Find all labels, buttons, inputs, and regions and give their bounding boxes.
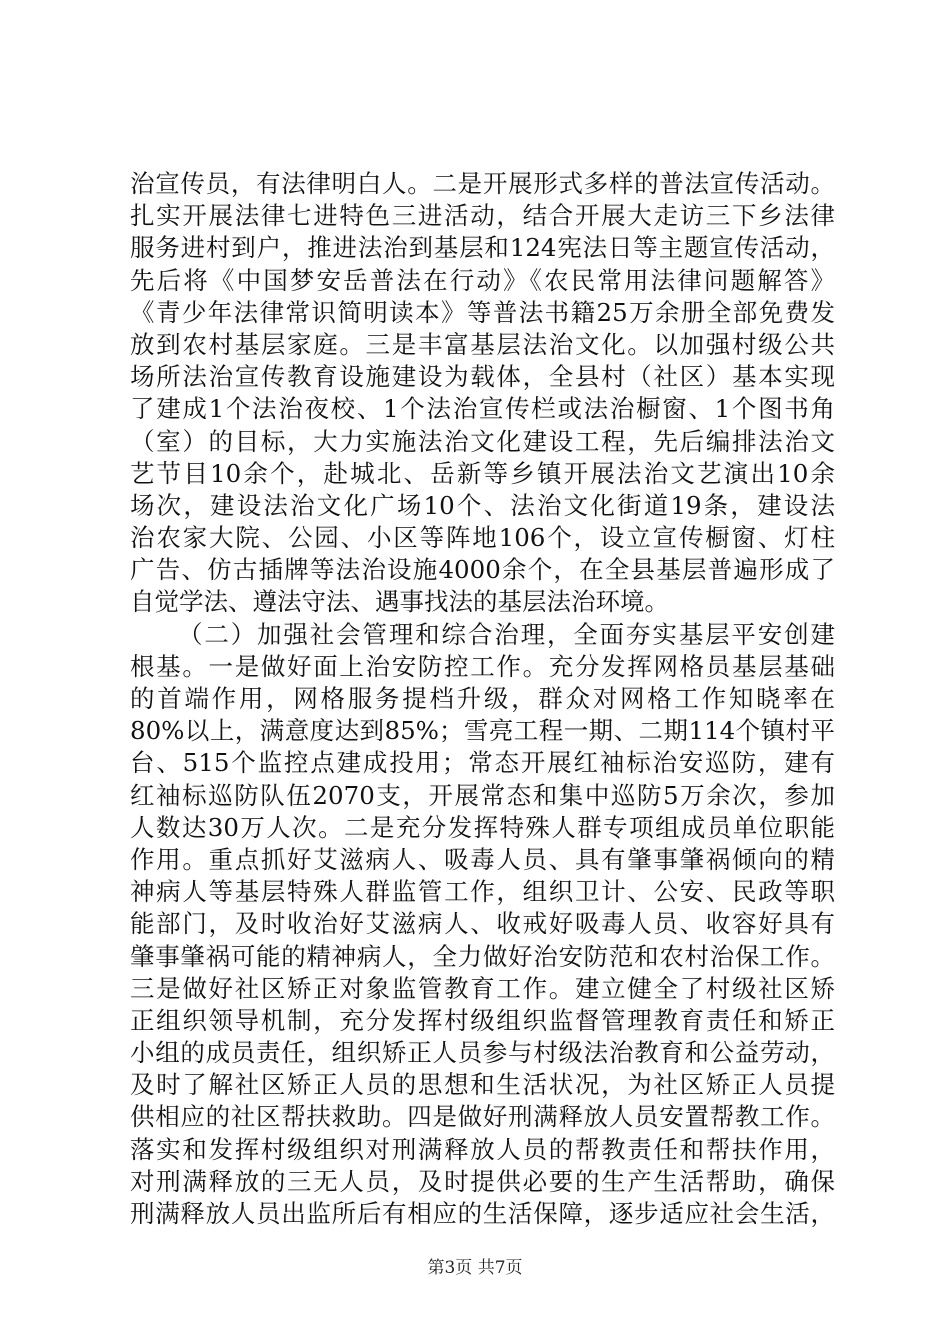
text-line: 了建成1个法治夜校、1个法治宣传栏或法治橱窗、1个图书角 xyxy=(130,394,835,424)
text-line: 扎实开展法律七进特色三进活动，结合开展大走访三下乡法律 xyxy=(130,201,835,231)
text-line: 服务进村到户，推进法治到基层和124宪法日等主题宣传活动， xyxy=(130,233,835,263)
text-line: 作用。重点抓好艾滋病人、吸毒人员、具有肇事肇祸倾向的精 xyxy=(130,844,835,874)
text-line: 肇事肇祸可能的精神病人，全力做好治安防范和农村治保工作。 xyxy=(130,941,835,971)
text-line: 治农家大院、公园、小区等阵地106个，设立宣传橱窗、灯柱 xyxy=(130,523,835,553)
text-line: 神病人等基层特殊人群监管工作，组织卫计、公安、民政等职 xyxy=(130,877,835,907)
text-line: 的首端作用，网格服务提档升级，群众对网格工作知晓率在 xyxy=(130,684,835,713)
text-line: （室）的目标，大力实施法治文化建设工程，先后编排法治文 xyxy=(130,426,835,456)
text-line: 三是做好社区矫正对象监管教育工作。建立健全了村级社区矫 xyxy=(130,973,835,1003)
text-line: 刑满释放人员出监所后有相应的生活保障，逐步适应社会生活， xyxy=(130,1199,835,1228)
text-line: 对刑满释放的三无人员，及时提供必要的生产生活帮助，确保 xyxy=(130,1166,835,1196)
page-footer: 第3页 共7页 xyxy=(427,1258,523,1278)
text-line: 场所法治宣传教育设施建设为载体，全县村（社区）基本实现 xyxy=(130,362,835,392)
text-line: 自觉学法、遵法守法、遇事找法的基层法治环境。 xyxy=(130,587,669,617)
text-line: 根基。一是做好面上治安防控工作。充分发挥网格员基层基础 xyxy=(130,651,835,681)
text-line: 供相应的社区帮扶救助。四是做好刑满释放人员安置帮教工作。 xyxy=(130,1102,835,1132)
text-line: 艺节目10余个，赴城北、岳新等乡镇开展法治文艺演出10余 xyxy=(130,458,835,488)
text-line: （二）加强社会管理和综合治理，全面夯实基层平安创建 xyxy=(178,619,835,649)
body-text xyxy=(130,168,835,1230)
text-line: 先后将《中国梦安岳普法在行动》《农民常用法律问题解答》 xyxy=(130,265,835,295)
text-line: 正组织领导机制，充分发挥村级组织监督管理教育责任和矫正 xyxy=(130,1005,835,1035)
text-line: 治宣传员，有法律明白人。二是开展形式多样的普法宣传活动。 xyxy=(130,169,835,198)
text-line: 人数达30万人次。二是充分发挥特殊人群专项组成员单位职能 xyxy=(130,812,835,842)
text-line: 《青少年法律常识简明读本》等普法书籍25万余册全部免费发 xyxy=(130,297,835,327)
text-line: 台、515个监控点建成投用；常态开展红袖标治安巡防，建有 xyxy=(130,748,835,778)
text-line: 小组的成员责任，组织矫正人员参与村级法治教育和公益劳动， xyxy=(130,1038,835,1068)
text-line: 放到农村基层家庭。三是丰富基层法治文化。以加强村级公共 xyxy=(130,329,835,359)
text-line: 及时了解社区矫正人员的思想和生活状况，为社区矫正人员提 xyxy=(130,1070,835,1100)
text-line: 80%以上，满意度达到85%；雪亮工程一期、二期114个镇村平 xyxy=(130,716,835,746)
text-line: 场次，建设法治文化广场10个、法治文化街道19条，建设法 xyxy=(130,490,835,520)
text-line: 红袖标巡防队伍2070支，开展常态和集中巡防5万余次，参加 xyxy=(130,780,835,810)
text-line: 落实和发挥村级组织对刑满释放人员的帮教责任和帮扶作用， xyxy=(130,1134,835,1164)
text-line: 广告、仿古插牌等法治设施4000余个，在全县基层普遍形成了 xyxy=(130,555,835,585)
text-line: 能部门，及时收治好艾滋病人、收戒好吸毒人员、收容好具有 xyxy=(130,909,835,939)
